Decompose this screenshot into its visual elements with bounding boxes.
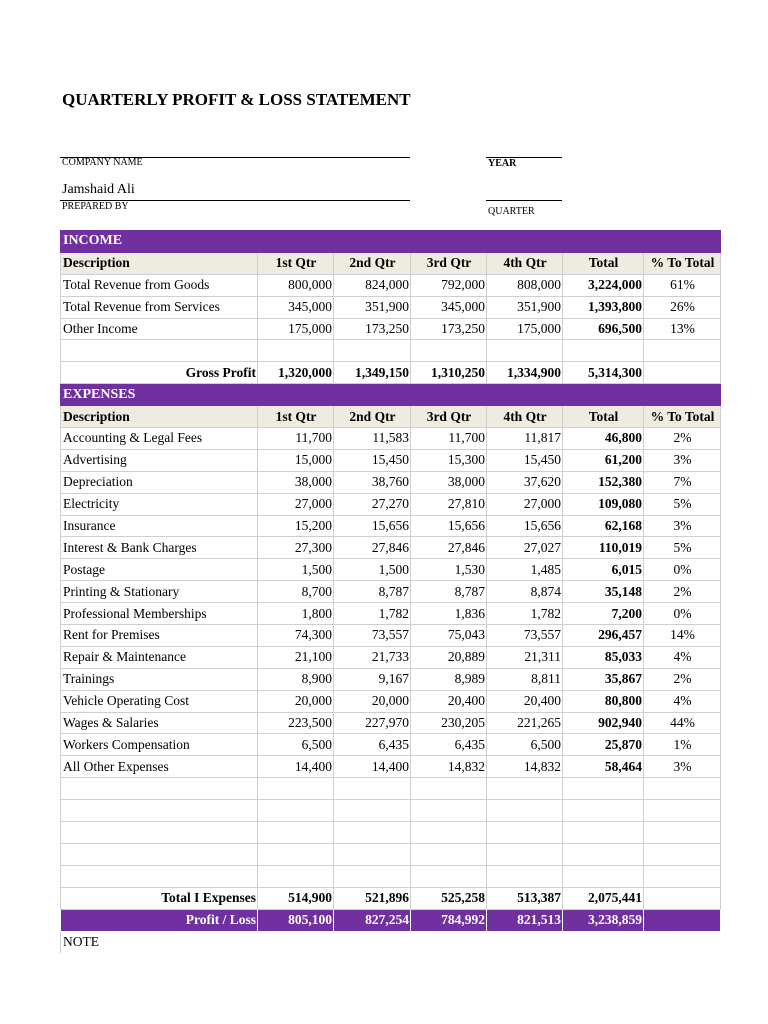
expenses-section-header-label: EXPENSES	[61, 384, 721, 406]
column-header: % To Total	[644, 252, 721, 274]
column-header: 2nd Qtr	[334, 406, 411, 428]
value-cell[interactable]: 173,250	[334, 318, 411, 340]
value-cell[interactable]: 21,100	[258, 646, 334, 668]
column-header: Total	[563, 252, 644, 274]
value-cell[interactable]	[644, 822, 721, 844]
value-cell[interactable]: 109,080	[563, 493, 644, 515]
row-label-cell[interactable]: Total Revenue from Goods	[61, 274, 258, 296]
value-cell[interactable]: 3%	[644, 515, 721, 537]
value-cell[interactable]: 61%	[644, 274, 721, 296]
value-cell[interactable]	[644, 909, 721, 931]
value-cell[interactable]: 8,900	[258, 668, 334, 690]
row-label-cell[interactable]: Insurance	[61, 515, 258, 537]
value-cell[interactable]: 38,000	[258, 471, 334, 493]
value-cell[interactable]	[487, 800, 563, 822]
value-cell[interactable]: 20,400	[487, 690, 563, 712]
value-cell[interactable]: 38,000	[411, 471, 487, 493]
value-cell[interactable]: 8,700	[258, 581, 334, 603]
value-cell[interactable]	[334, 778, 411, 800]
prepared-by-field[interactable]: Jamshaid Ali	[62, 182, 135, 197]
row-label-cell[interactable]	[61, 778, 258, 800]
value-cell[interactable]: 27,300	[258, 537, 334, 559]
value-cell[interactable]: 0%	[644, 559, 721, 581]
column-header: 4th Qtr	[487, 406, 563, 428]
table-row	[61, 559, 721, 581]
value-cell[interactable]: 5%	[644, 493, 721, 515]
table-row	[61, 318, 721, 340]
value-cell[interactable]: 521,896	[334, 887, 411, 909]
value-cell[interactable]	[334, 340, 411, 362]
value-cell[interactable]: 14,832	[487, 756, 563, 778]
value-cell[interactable]: 44%	[644, 712, 721, 734]
value-cell[interactable]: 824,000	[334, 274, 411, 296]
row-label-cell[interactable]: Rent for Premises	[61, 625, 258, 647]
row-label-cell[interactable]: Postage	[61, 559, 258, 581]
value-cell[interactable]: 11,700	[411, 428, 487, 450]
value-cell[interactable]: 345,000	[258, 296, 334, 318]
value-cell[interactable]: 3,224,000	[563, 274, 644, 296]
table-row	[61, 603, 721, 625]
value-cell[interactable]: 15,656	[411, 515, 487, 537]
row-label-cell[interactable]: Other Income	[61, 318, 258, 340]
value-cell[interactable]: 175,000	[258, 318, 334, 340]
value-cell[interactable]: 230,205	[411, 712, 487, 734]
value-cell[interactable]: 2%	[644, 581, 721, 603]
value-cell[interactable]: 4%	[644, 690, 721, 712]
value-cell[interactable]: 15,200	[258, 515, 334, 537]
value-cell[interactable]: 8,787	[411, 581, 487, 603]
value-cell[interactable]	[487, 843, 563, 865]
value-cell[interactable]: 6,500	[258, 734, 334, 756]
table-row	[61, 865, 721, 887]
value-cell[interactable]: 11,700	[258, 428, 334, 450]
row-label-cell[interactable]	[61, 843, 258, 865]
value-cell[interactable]	[563, 822, 644, 844]
table-row	[61, 734, 721, 756]
value-cell[interactable]: 13%	[644, 318, 721, 340]
value-cell[interactable]: 0%	[644, 603, 721, 625]
value-cell[interactable]: 800,000	[258, 274, 334, 296]
value-cell[interactable]: 5%	[644, 537, 721, 559]
value-cell[interactable]: 20,889	[411, 646, 487, 668]
value-cell[interactable]: 75,043	[411, 625, 487, 647]
value-cell[interactable]: 784,992	[411, 909, 487, 931]
value-cell[interactable]: 3,238,859	[563, 909, 644, 931]
year-field[interactable]	[487, 138, 561, 156]
value-cell[interactable]	[644, 778, 721, 800]
value-cell[interactable]: 1,500	[258, 559, 334, 581]
table-row	[61, 778, 721, 800]
value-cell[interactable]: 35,867	[563, 668, 644, 690]
table-row	[61, 340, 721, 362]
value-cell[interactable]: 827,254	[334, 909, 411, 931]
column-header: % To Total	[644, 406, 721, 428]
row-label-cell[interactable]: Vehicle Operating Cost	[61, 690, 258, 712]
value-cell[interactable]: 1%	[644, 734, 721, 756]
value-cell[interactable]: 46,800	[563, 428, 644, 450]
value-cell[interactable]	[563, 778, 644, 800]
value-cell[interactable]: 15,000	[258, 449, 334, 471]
column-header: 4th Qtr	[487, 252, 563, 274]
value-cell[interactable]: 525,258	[411, 887, 487, 909]
column-header: 3rd Qtr	[411, 252, 487, 274]
value-cell[interactable]	[563, 865, 644, 887]
value-cell[interactable]	[258, 865, 334, 887]
table-row	[61, 274, 721, 296]
row-label-cell[interactable]: Profit / Loss	[61, 909, 258, 931]
value-cell[interactable]: 1,393,800	[563, 296, 644, 318]
row-label-cell[interactable]: Workers Compensation	[61, 734, 258, 756]
table-row	[61, 471, 721, 493]
value-cell[interactable]: 14,832	[411, 756, 487, 778]
value-cell[interactable]: 8,874	[487, 581, 563, 603]
value-cell[interactable]: 62,168	[563, 515, 644, 537]
row-label-cell[interactable]: Repair & Maintenance	[61, 646, 258, 668]
value-cell[interactable]: 173,250	[411, 318, 487, 340]
quarter-label: QUARTER	[488, 206, 535, 217]
table-row	[61, 493, 721, 515]
value-cell[interactable]: 514,900	[258, 887, 334, 909]
value-cell[interactable]: 15,656	[487, 515, 563, 537]
value-cell[interactable]: 5,314,300	[563, 362, 644, 384]
value-cell[interactable]	[644, 800, 721, 822]
value-cell[interactable]	[411, 340, 487, 362]
column-header: Description	[61, 406, 258, 428]
value-cell[interactable]: 27,270	[334, 493, 411, 515]
value-cell[interactable]	[644, 340, 721, 362]
value-cell[interactable]	[487, 340, 563, 362]
value-cell[interactable]	[487, 865, 563, 887]
value-cell[interactable]: 27,846	[334, 537, 411, 559]
value-cell[interactable]: 4%	[644, 646, 721, 668]
value-cell[interactable]	[258, 340, 334, 362]
profit-loss-table	[60, 230, 721, 953]
value-cell[interactable]: 1,310,250	[411, 362, 487, 384]
row-label-cell[interactable]: Wages & Salaries	[61, 712, 258, 734]
value-cell[interactable]: 1,500	[334, 559, 411, 581]
table-row	[61, 690, 721, 712]
value-cell[interactable]: 15,450	[487, 449, 563, 471]
value-cell[interactable]: 8,989	[411, 668, 487, 690]
value-cell[interactable]: 1,836	[411, 603, 487, 625]
quarter-field[interactable]	[487, 182, 561, 200]
value-cell[interactable]: 2,075,441	[563, 887, 644, 909]
table-row	[61, 581, 721, 603]
table-row	[61, 712, 721, 734]
column-header: 3rd Qtr	[411, 406, 487, 428]
value-cell[interactable]: 25,870	[563, 734, 644, 756]
value-cell[interactable]: 175,000	[487, 318, 563, 340]
value-cell[interactable]: 11,583	[334, 428, 411, 450]
prepared-by-label: PREPARED BY	[62, 201, 129, 212]
value-cell[interactable]: 73,557	[487, 625, 563, 647]
column-header: Total	[563, 406, 644, 428]
value-cell[interactable]: 27,846	[411, 537, 487, 559]
value-cell[interactable]	[258, 778, 334, 800]
value-cell[interactable]: 14%	[644, 625, 721, 647]
income-section-header	[61, 231, 721, 253]
value-cell[interactable]: 20,000	[258, 690, 334, 712]
quarter-line	[486, 200, 562, 201]
column-header: 1st Qtr	[258, 406, 334, 428]
value-cell[interactable]: 7%	[644, 471, 721, 493]
value-cell[interactable]: 27,000	[487, 493, 563, 515]
table-row	[61, 822, 721, 844]
value-cell[interactable]: 808,000	[487, 274, 563, 296]
value-cell[interactable]: 1,334,900	[487, 362, 563, 384]
table-row	[61, 428, 721, 450]
value-cell[interactable]: 223,500	[258, 712, 334, 734]
value-cell[interactable]: 15,450	[334, 449, 411, 471]
value-cell[interactable]	[563, 800, 644, 822]
row-label-cell[interactable]: Advertising	[61, 449, 258, 471]
table-row	[61, 625, 721, 647]
note-row	[61, 931, 721, 953]
table-row	[61, 668, 721, 690]
value-cell[interactable]: 792,000	[411, 274, 487, 296]
row-label-cell[interactable]: Electricity	[61, 493, 258, 515]
value-cell[interactable]: 110,019	[563, 537, 644, 559]
table-row	[61, 515, 721, 537]
row-label-cell[interactable]: Total Revenue from Services	[61, 296, 258, 318]
row-label-cell[interactable]: Professional Memberships	[61, 603, 258, 625]
value-cell[interactable]: 513,387	[487, 887, 563, 909]
row-label-cell[interactable]	[61, 800, 258, 822]
value-cell[interactable]: 27,810	[411, 493, 487, 515]
value-cell[interactable]: 351,900	[334, 296, 411, 318]
page-title: QUARTERLY PROFIT & LOSS STATEMENT	[62, 90, 411, 109]
value-cell[interactable]	[258, 843, 334, 865]
row-label-cell[interactable]: Depreciation	[61, 471, 258, 493]
value-cell[interactable]: 345,000	[411, 296, 487, 318]
value-cell[interactable]: 8,787	[334, 581, 411, 603]
value-cell[interactable]: 6,435	[334, 734, 411, 756]
value-cell[interactable]: 80,800	[563, 690, 644, 712]
income-column-header-row	[61, 252, 721, 274]
value-cell[interactable]: 1,349,150	[334, 362, 411, 384]
value-cell[interactable]	[411, 865, 487, 887]
table-row	[61, 646, 721, 668]
value-cell[interactable]: 351,900	[487, 296, 563, 318]
company-name-field[interactable]	[62, 138, 409, 156]
table-row	[61, 537, 721, 559]
value-cell[interactable]	[487, 822, 563, 844]
value-cell[interactable]	[644, 887, 721, 909]
value-cell[interactable]: 35,148	[563, 581, 644, 603]
value-cell[interactable]: 227,970	[334, 712, 411, 734]
income-section-header-label: INCOME	[61, 231, 721, 253]
value-cell[interactable]: 1,530	[411, 559, 487, 581]
row-label-cell[interactable]: Total I Expenses	[61, 887, 258, 909]
value-cell[interactable]	[334, 865, 411, 887]
value-cell[interactable]: 15,300	[411, 449, 487, 471]
value-cell[interactable]	[334, 843, 411, 865]
value-cell[interactable]: 9,167	[334, 668, 411, 690]
row-label-cell[interactable]	[61, 822, 258, 844]
row-label-cell[interactable]: Gross Profit	[61, 362, 258, 384]
value-cell[interactable]	[411, 822, 487, 844]
value-cell[interactable]: 1,800	[258, 603, 334, 625]
value-cell[interactable]: 1,782	[487, 603, 563, 625]
value-cell[interactable]: 61,200	[563, 449, 644, 471]
column-header: 2nd Qtr	[334, 252, 411, 274]
value-cell[interactable]: 27,000	[258, 493, 334, 515]
value-cell[interactable]: 2%	[644, 428, 721, 450]
value-cell[interactable]	[644, 362, 721, 384]
value-cell[interactable]: 26%	[644, 296, 721, 318]
company-name-label: COMPANY NAME	[62, 157, 143, 168]
value-cell[interactable]: 2%	[644, 668, 721, 690]
value-cell[interactable]: 6,435	[411, 734, 487, 756]
row-label-cell[interactable]	[61, 865, 258, 887]
row-label-cell[interactable]: Trainings	[61, 668, 258, 690]
table-row	[61, 756, 721, 778]
year-label: YEAR	[488, 158, 517, 169]
value-cell[interactable]: 3%	[644, 449, 721, 471]
expenses-column-header-row	[61, 406, 721, 428]
table-row	[61, 843, 721, 865]
value-cell[interactable]: 20,400	[411, 690, 487, 712]
value-cell[interactable]: 152,380	[563, 471, 644, 493]
column-header: Description	[61, 252, 258, 274]
value-cell[interactable]	[334, 800, 411, 822]
value-cell[interactable]: 14,400	[334, 756, 411, 778]
value-cell[interactable]: 11,817	[487, 428, 563, 450]
note-label: NOTE	[61, 931, 721, 953]
value-cell[interactable]: 3%	[644, 756, 721, 778]
row-label-cell[interactable]: Interest & Bank Charges	[61, 537, 258, 559]
table-row	[61, 449, 721, 471]
value-cell[interactable]: 21,733	[334, 646, 411, 668]
value-cell[interactable]: 1,320,000	[258, 362, 334, 384]
column-header: 1st Qtr	[258, 252, 334, 274]
value-cell[interactable]: 85,033	[563, 646, 644, 668]
value-cell[interactable]: 902,940	[563, 712, 644, 734]
value-cell[interactable]	[411, 800, 487, 822]
value-cell[interactable]: 8,811	[487, 668, 563, 690]
value-cell[interactable]	[334, 822, 411, 844]
value-cell[interactable]: 6,015	[563, 559, 644, 581]
value-cell[interactable]: 20,000	[334, 690, 411, 712]
value-cell[interactable]	[487, 778, 563, 800]
value-cell[interactable]	[411, 843, 487, 865]
value-cell[interactable]: 7,200	[563, 603, 644, 625]
row-label-cell[interactable]: Printing & Stationary	[61, 581, 258, 603]
total-expenses-row	[61, 887, 721, 909]
value-cell[interactable]: 14,400	[258, 756, 334, 778]
value-cell[interactable]	[644, 843, 721, 865]
value-cell[interactable]	[411, 778, 487, 800]
value-cell[interactable]	[258, 800, 334, 822]
value-cell[interactable]: 1,485	[487, 559, 563, 581]
value-cell[interactable]: 15,656	[334, 515, 411, 537]
row-label-cell[interactable]	[61, 340, 258, 362]
value-cell[interactable]	[644, 865, 721, 887]
value-cell[interactable]: 821,513	[487, 909, 563, 931]
value-cell[interactable]: 6,500	[487, 734, 563, 756]
value-cell[interactable]: 221,265	[487, 712, 563, 734]
row-label-cell[interactable]: Accounting & Legal Fees	[61, 428, 258, 450]
value-cell[interactable]: 21,311	[487, 646, 563, 668]
value-cell[interactable]: 805,100	[258, 909, 334, 931]
value-cell[interactable]	[258, 822, 334, 844]
value-cell[interactable]: 296,457	[563, 625, 644, 647]
value-cell[interactable]: 38,760	[334, 471, 411, 493]
row-label-cell[interactable]: All Other Expenses	[61, 756, 258, 778]
value-cell[interactable]: 73,557	[334, 625, 411, 647]
table-row	[61, 800, 721, 822]
value-cell[interactable]: 27,027	[487, 537, 563, 559]
expenses-section-header	[61, 384, 721, 406]
value-cell[interactable]	[563, 843, 644, 865]
value-cell[interactable]: 74,300	[258, 625, 334, 647]
value-cell[interactable]	[563, 340, 644, 362]
table-row	[61, 296, 721, 318]
value-cell[interactable]: 696,500	[563, 318, 644, 340]
value-cell[interactable]: 1,782	[334, 603, 411, 625]
gross-profit-row	[61, 362, 721, 384]
profit-loss-row	[61, 909, 721, 931]
value-cell[interactable]: 58,464	[563, 756, 644, 778]
value-cell[interactable]: 37,620	[487, 471, 563, 493]
